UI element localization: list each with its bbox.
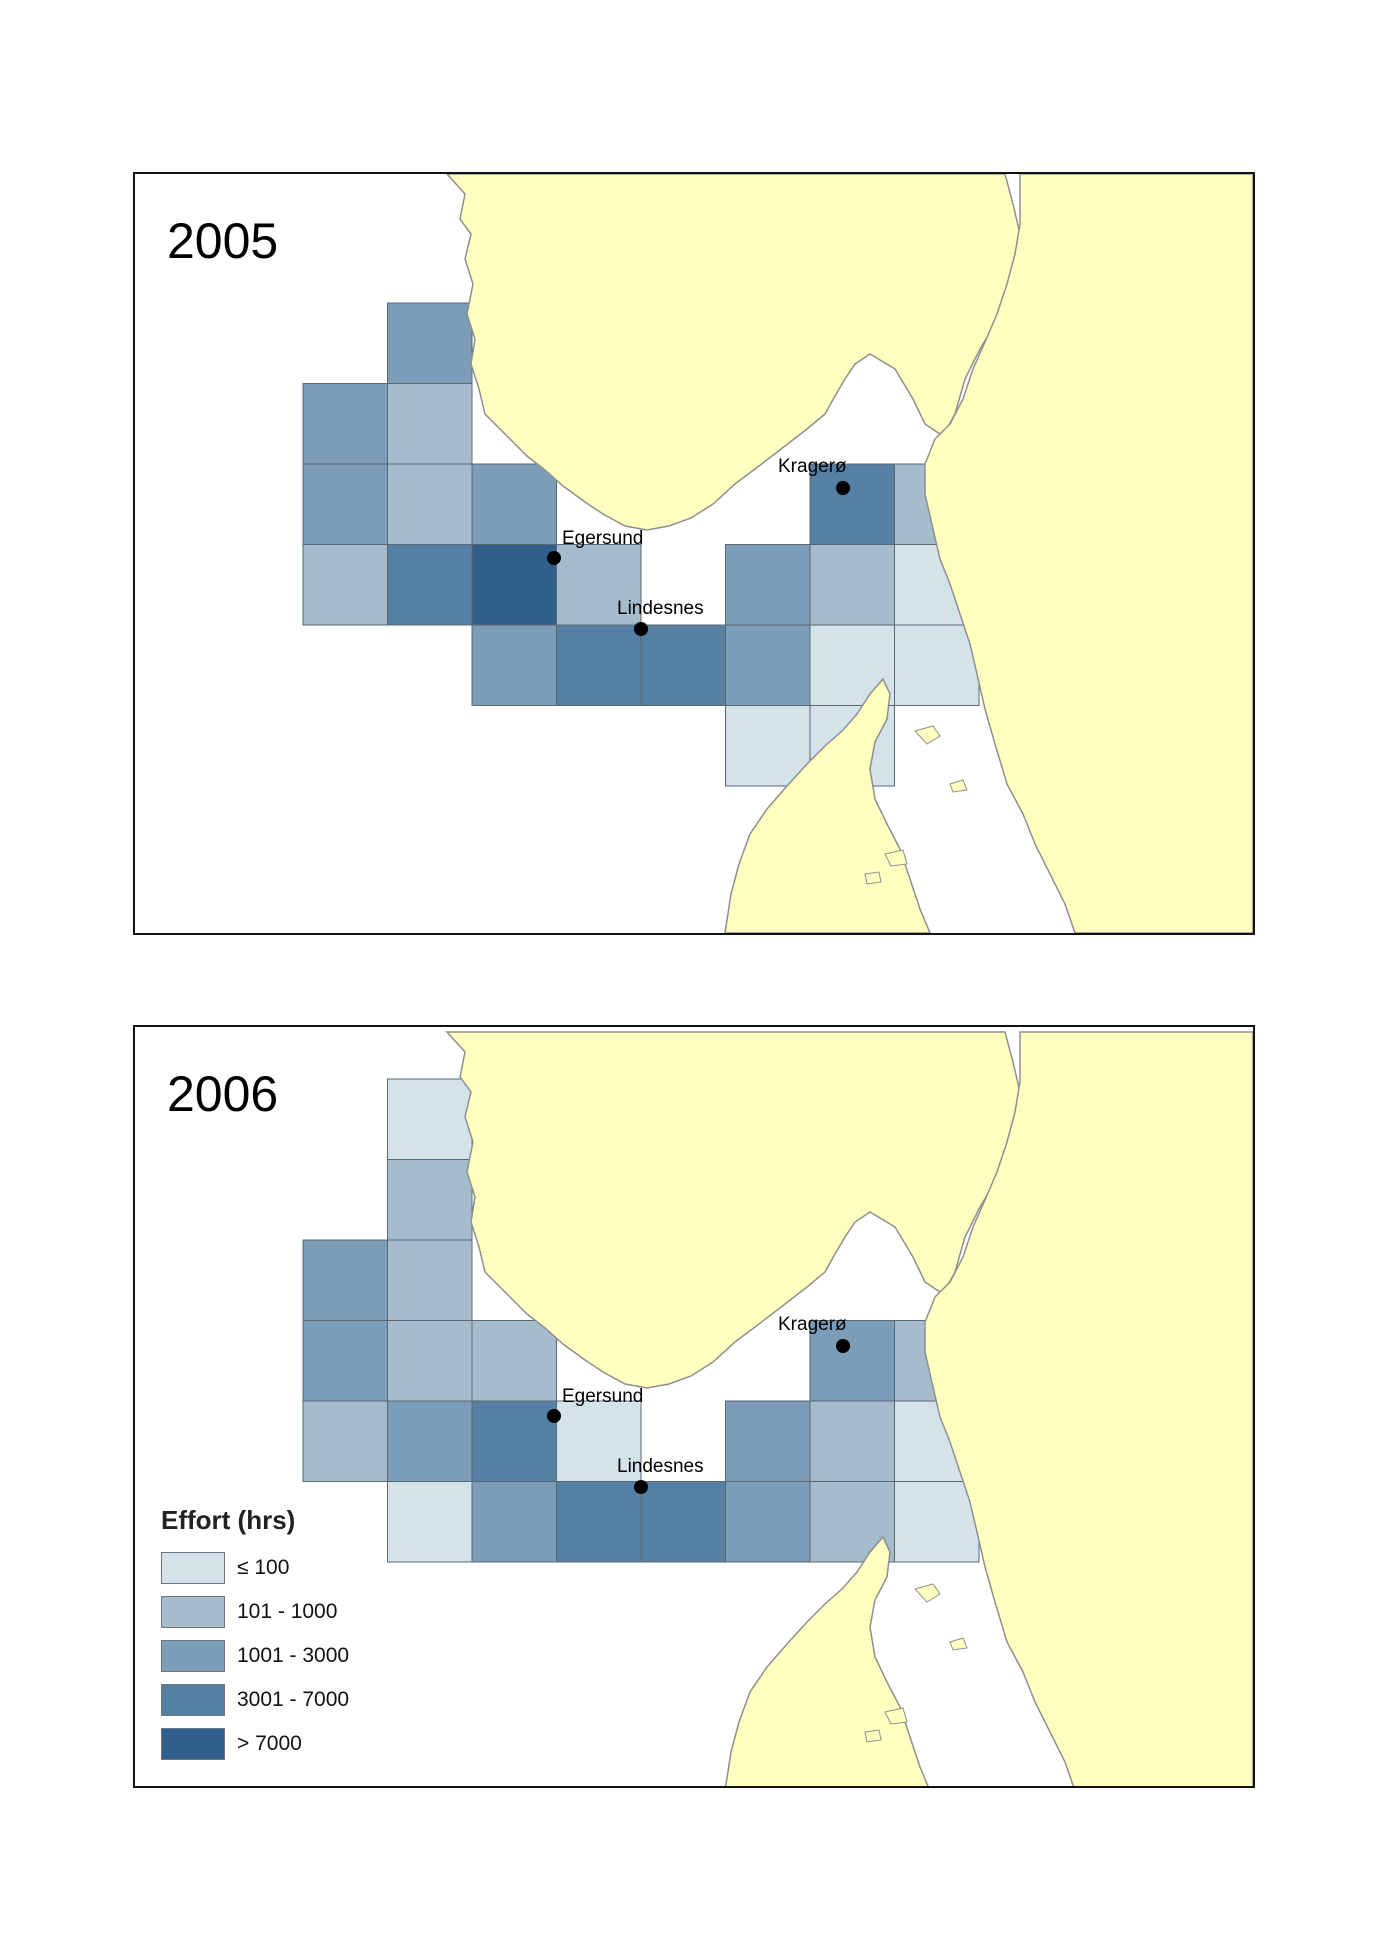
effort-cell [472, 625, 557, 706]
effort-cell [472, 545, 557, 626]
effort-cell [726, 545, 811, 626]
effort-cell [388, 1401, 473, 1482]
legend-label: > 7000 [237, 1732, 302, 1755]
effort-cell [388, 1160, 473, 1241]
legend-item [161, 1722, 349, 1766]
effort-cell [895, 1482, 980, 1563]
effort-cell [303, 464, 388, 545]
legend-title: Effort (hrs) [161, 1505, 296, 1535]
legend-label: ≤ 100 [237, 1556, 290, 1579]
place-label: Lindesnes [617, 1456, 704, 1477]
place-marker-dot [634, 1480, 648, 1494]
map-panel-2006 [133, 1025, 1255, 1788]
map-canvas [135, 174, 1253, 933]
place-marker-dot [634, 622, 648, 636]
effort-cell [303, 545, 388, 626]
effort-cell [303, 1240, 388, 1321]
effort-cell [388, 1482, 473, 1563]
place-marker-dot [547, 1409, 561, 1423]
place-marker-dot [836, 1339, 850, 1353]
legend-label: 3001 - 7000 [237, 1688, 350, 1711]
place-marker-dot [547, 551, 561, 565]
legend-swatch [161, 1640, 225, 1672]
effort-cell [557, 1482, 642, 1563]
legend-label: 101 - 1000 [237, 1600, 338, 1623]
effort-cell [641, 625, 726, 706]
effort-cell [726, 625, 811, 706]
map-panel-2005 [133, 172, 1255, 935]
legend-label: 1001 - 3000 [237, 1644, 350, 1667]
effort-cell [472, 1401, 557, 1482]
map-year-label: 2005 [167, 213, 279, 269]
legend-swatch [161, 1552, 225, 1584]
legend-item [161, 1678, 349, 1722]
map-year-label: 2006 [167, 1066, 279, 1122]
effort-cell [303, 384, 388, 465]
place-label: Egersund [562, 1386, 644, 1407]
legend-item [161, 1634, 349, 1678]
effort-cell [895, 625, 980, 706]
effort-cell [388, 1240, 473, 1321]
legend-item [161, 1546, 349, 1590]
effort-cell [388, 1321, 473, 1402]
island [865, 1730, 881, 1742]
effort-cell [303, 1321, 388, 1402]
effort-cell [388, 464, 473, 545]
effort-cell [388, 303, 473, 384]
effort-cell [303, 1401, 388, 1482]
effort-cell [388, 1079, 473, 1160]
effort-cell [726, 1482, 811, 1563]
effort-cell [472, 1482, 557, 1563]
effort-cell [641, 1482, 726, 1563]
effort-cell [557, 625, 642, 706]
effort-cell [810, 545, 895, 626]
effort-cell [388, 384, 473, 465]
effort-cell [472, 464, 557, 545]
legend-swatch [161, 1684, 225, 1716]
effort-cell [726, 1401, 811, 1482]
map-legend [161, 1505, 349, 1766]
legend-item [161, 1590, 349, 1634]
place-label: Egersund [562, 528, 644, 549]
place-label: Kragerø [778, 456, 847, 477]
effort-cell [810, 1401, 895, 1482]
place-marker-dot [836, 481, 850, 495]
island [865, 872, 881, 884]
place-label: Lindesnes [617, 598, 704, 619]
effort-cell [472, 1321, 557, 1402]
legend-swatch [161, 1728, 225, 1760]
effort-cell [388, 545, 473, 626]
place-label: Kragerø [778, 1314, 847, 1335]
legend-swatch [161, 1596, 225, 1628]
